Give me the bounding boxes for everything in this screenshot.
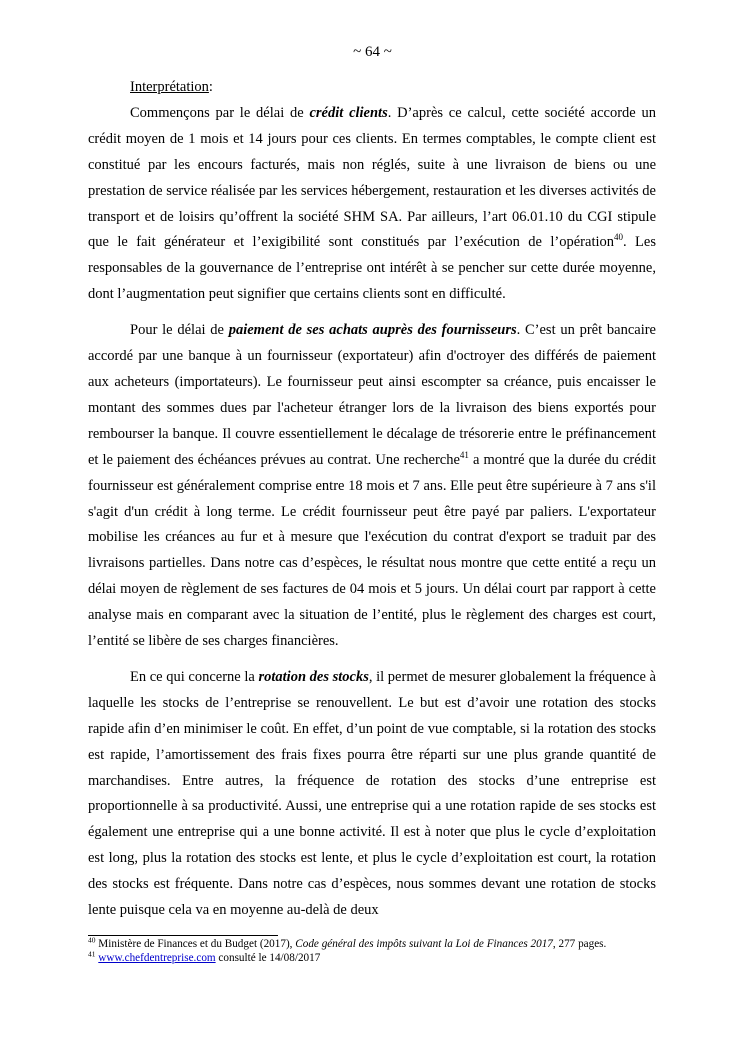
page-number: ~ 64 ~ [353,44,392,60]
paragraph-rotation-stocks [88,665,656,924]
footnote-ref: 40 [614,232,623,243]
emphasis-term: rotation des stocks [258,668,369,685]
footnote-text: Ministère de Finances et du Budget (2017), [95,938,296,950]
footnote-41 [88,949,656,966]
emphasis-term: paiement de ses achats auprès des fournisseurs [228,322,517,339]
paragraph-fournisseurs [88,318,656,655]
paragraph-text: Pour le délai de [130,322,229,339]
paragraph-text: , il permet de mesurer globalement la fréquence à laquelle les stocks de l’entreprise se renouvellent. Le but est d’avoir une rotation des stocks rapide afin d’en minimiser le coût. En effet, d’un point de vue comptable, si la rotation des stocks est rapide, l’amortissement des frais fixes pourra être réparti sur une plus grande quantité de marchandises. Entre autres, la fréquence de rotation des stocks d’une entreprise est proportionnelle à sa productivité. Aussi, une entreprise qui a une rotation rapide de ses stocks est également une entreprise qui a une bonne activité. Il est à noter que plus le cycle d’exploitation est long, plus la rotation des stocks est lente, et plus le cycle d’exploitation est court, la rotation des stocks est fréquente. Dans notre cas d’espèces, nous sommes devant une rotation de stocks lente puisque cela va en moyenne au-delà de deux [88,668,656,919]
footnote-number: 41 [88,949,96,959]
footnote-link[interactable]: www.chefdentreprise.com [98,951,216,964]
body-text [88,75,656,924]
footnote-40 [88,935,656,952]
paragraph-text: . C’est un prêt bancaire accordé par une banque à un fournisseur (exportateur) afin d'octroyer des différés de paiement aux acheteurs (importateurs). Le fournisseur peut ainsi escompter sa créance, puis encaisser le montant des sommes dues par l'acheteur étranger lors de la livraison des biens exportés pour rembourser la banque. Il couvre essentiellement le décalage de trésorerie entre le préfinancement et le paiement des échéances prévues au contrat. Une recherche [88,322,656,468]
section-label-text: Interprétation [130,79,209,95]
footnotes [88,935,656,966]
paragraph-text: En ce qui concerne la [130,668,259,685]
paragraph-text: . D’après ce calcul, cette société accorde un crédit moyen de 1 mois et 14 jours pour ces clients. En termes comptables, le compte client est constitué par les encours facturés, mais non réglés, suite à une livraison de biens ou une prestation de service réalisée par les services hébergement, restauration et les diverses activités de transport et de loisirs qu’offrent la société SHM SA. Par ailleurs, l’art 06.01.10 du CGI stipule que le fait générateur et l’exigibilité sont constitués par l’exécution de l’opération [88,104,656,251]
footnote-separator [88,935,278,936]
footnote-text: , 277 pages. [552,938,607,950]
footnote-text: consulté le 14/08/2017 [215,951,321,964]
paragraph-credit-clients [88,101,656,308]
footnote-title: Code général des impôts suivant la Loi de Finances 2017 [295,938,553,950]
emphasis-term: crédit clients [309,104,388,121]
section-label-colon: : [208,79,213,95]
section-label [130,75,656,101]
footnote-number: 40 [88,935,96,945]
paragraph-text: a montré que la durée du crédit fournisseur est généralement comprise entre 18 mois et 7 ans. Elle peut être supérieure à 7 ans s'il s'agit d'un crédit à long terme. Le crédit fournisseur peut être payé par paliers. L'exportateur mobilise les créances au fur et à mesure que l'exécution du contrat d'export se traduit par des livraisons partielles. Dans notre cas d’espèces, le résultat nous montre que cette entité a reçu un délai moyen de règlement de ses factures de 04 mois et 5 jours. Un délai court par rapport à cette analyse mais en comparant avec la situation de l’entité, plus le règlement des charges est court, l’entité se libère de ses charges financières. [88,451,657,650]
paragraph-text: Commençons par le délai de [130,104,310,121]
footnote-ref: 41 [459,449,469,460]
paragraph-text: . Les responsables de la gouvernance de l’entreprise ont intérêt à se pencher sur cette durée moyenne, dont l’augmentation peut signifier que certains clients sont en difficulté. [88,234,656,303]
